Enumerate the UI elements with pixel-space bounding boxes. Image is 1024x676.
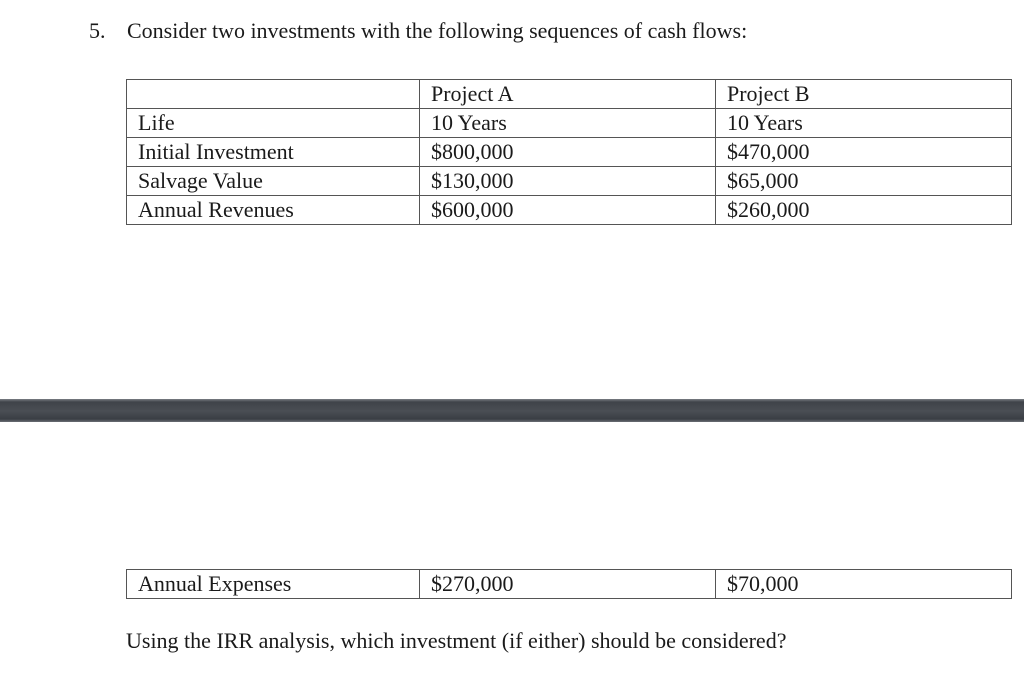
- page-break-divider: [0, 399, 1024, 422]
- project-a-value: $130,000: [420, 167, 716, 196]
- project-a-value: $800,000: [420, 138, 716, 167]
- project-a-value: $270,000: [420, 570, 716, 599]
- table-row: [127, 196, 1012, 225]
- question-text: Consider two investments with the following sequences of cash flows:: [127, 18, 748, 43]
- project-b-value: $470,000: [716, 138, 1012, 167]
- table-row: [127, 138, 1012, 167]
- table-header-row: [127, 80, 1012, 109]
- cash-flow-table: [126, 79, 1012, 225]
- question-line: [89, 17, 747, 45]
- project-a-value: 10 Years: [420, 109, 716, 138]
- project-b-value: $70,000: [716, 570, 1012, 599]
- row-label: Annual Expenses: [127, 570, 420, 599]
- table-row: [127, 570, 1012, 599]
- project-b-value: $260,000: [716, 196, 1012, 225]
- header-project-a: Project A: [420, 80, 716, 109]
- table-row: [127, 109, 1012, 138]
- row-label: Initial Investment: [127, 138, 420, 167]
- project-b-value: 10 Years: [716, 109, 1012, 138]
- closing-question: Using the IRR analysis, which investment (if either) should be considered?: [126, 628, 787, 653]
- row-label: Life: [127, 109, 420, 138]
- project-a-value: $600,000: [420, 196, 716, 225]
- header-cell-blank: [127, 80, 420, 109]
- row-label: Annual Revenues: [127, 196, 420, 225]
- table-row: [127, 167, 1012, 196]
- header-project-b: Project B: [716, 80, 1012, 109]
- project-b-value: $65,000: [716, 167, 1012, 196]
- expenses-table: [126, 569, 1012, 599]
- question-number: 5.: [89, 18, 106, 43]
- row-label: Salvage Value: [127, 167, 420, 196]
